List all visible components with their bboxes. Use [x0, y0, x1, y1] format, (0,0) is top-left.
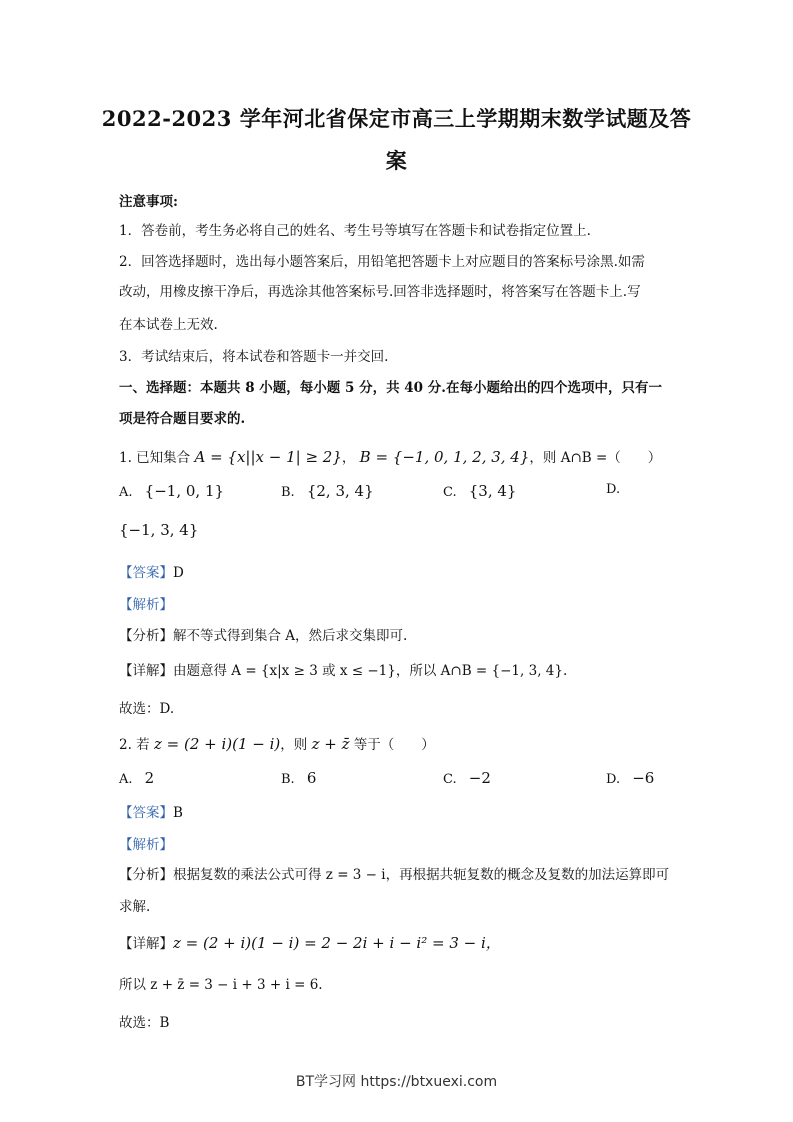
- notice-item-2-cont: 改动，用橡皮擦干净后，再选涂其他答案标号.回答非选择题时，将答案写在答题卡上.写: [119, 284, 641, 300]
- section-heading: 一、选择题：本题共 8 小题，每小题 5 分，共 40 分.在每小题给出的四个选项中，只有一: [119, 380, 662, 396]
- site-footer: BT学习网 https://btxuexi.com: [295, 1074, 498, 1090]
- q1-conclusion: 故选：D.: [119, 701, 175, 717]
- q2-answer: 【答案】B: [119, 805, 183, 821]
- answer-tag: 【答案】: [119, 565, 173, 581]
- q1-set-b: B = {−1, 0, 1, 2, 3, 4}: [359, 448, 530, 466]
- q2-detail-2: 所以 z + z̄ = 3 − i + 3 + i = 6.: [119, 977, 323, 993]
- q2-conclusion: 故选：B: [119, 1015, 170, 1031]
- question-2-stem: 2. 若 z = (2 + i)(1 − i)，则 z + z̄ 等于（ ）: [119, 735, 435, 753]
- notice-heading: 注意事项:: [119, 194, 178, 210]
- q1-option-a: A. {−1, 0, 1}: [119, 482, 225, 500]
- q1-sep: ，: [341, 450, 356, 466]
- q2-detail: 【详解】z = (2 + i)(1 − i) = 2 − 2i + i − i² = 3 − i，: [119, 934, 501, 952]
- q2-option-a: A. 2: [119, 769, 155, 787]
- q2-fenxi: 【分析】根据复数的乘法公式可得 z = 3 − i，再根据共轭复数的概念及复数的加法运算即可: [119, 867, 670, 883]
- q1-prefix: 1. 已知集合: [119, 450, 191, 466]
- q2-option-d: D. −6: [606, 769, 655, 787]
- q2-option-c: C. −2: [443, 769, 491, 787]
- section-heading-cont: 项是符合题目要求的.: [119, 411, 246, 427]
- notice-item-2: 2．回答选择题时，选出每小题答案后，用铅笔把答题卡上对应题目的答案标号涂黑.如需: [119, 254, 645, 270]
- q1-analysis-tag: 【解析】: [119, 597, 173, 613]
- q1-detail: 【详解】由题意得 A = {x|x ≥ 3 或 x ≤ −1}，所以 A∩B = {−1, 3, 4}.: [119, 663, 568, 679]
- q1-option-b: B. {2, 3, 4}: [281, 482, 374, 500]
- q1-option-d-value: {−1, 3, 4}: [119, 521, 199, 539]
- answer-tag: 【答案】: [119, 805, 173, 821]
- q1-option-d: D.: [606, 482, 621, 497]
- q2-expr2: z + z̄: [311, 735, 350, 753]
- notice-item-3: 3．考试结束后，将本试卷和答题卡一并交回.: [119, 349, 389, 365]
- q2-expr: z = (2 + i)(1 − i): [153, 735, 281, 753]
- q1-fenxi: 【分析】解不等式得到集合 A，然后求交集即可.: [119, 628, 408, 644]
- notice-item-1: 1．答卷前，考生务必将自己的姓名、考生号等填写在答题卡和试卷指定位置上.: [119, 223, 591, 239]
- q2-fenxi-cont: 求解.: [119, 899, 151, 915]
- q1-set-a: A = {x||x − 1| ≥ 2}: [194, 448, 342, 466]
- page-title-line1: 2022-2023 学年河北省保定市高三上学期期末数学试题及答: [101, 106, 692, 131]
- q2-option-b: B. 6: [281, 769, 317, 787]
- q1-answer: 【答案】D: [119, 565, 184, 581]
- page-title-line2: 案: [385, 148, 408, 173]
- q1-option-c: C. {3, 4}: [443, 482, 517, 500]
- question-1-stem: [119, 446, 661, 466]
- q2-analysis-tag: 【解析】: [119, 837, 173, 853]
- q1-suffix: ，则 A∩B =（ ）: [529, 450, 662, 466]
- notice-item-2-cont2: 在本试卷上无效.: [119, 317, 218, 333]
